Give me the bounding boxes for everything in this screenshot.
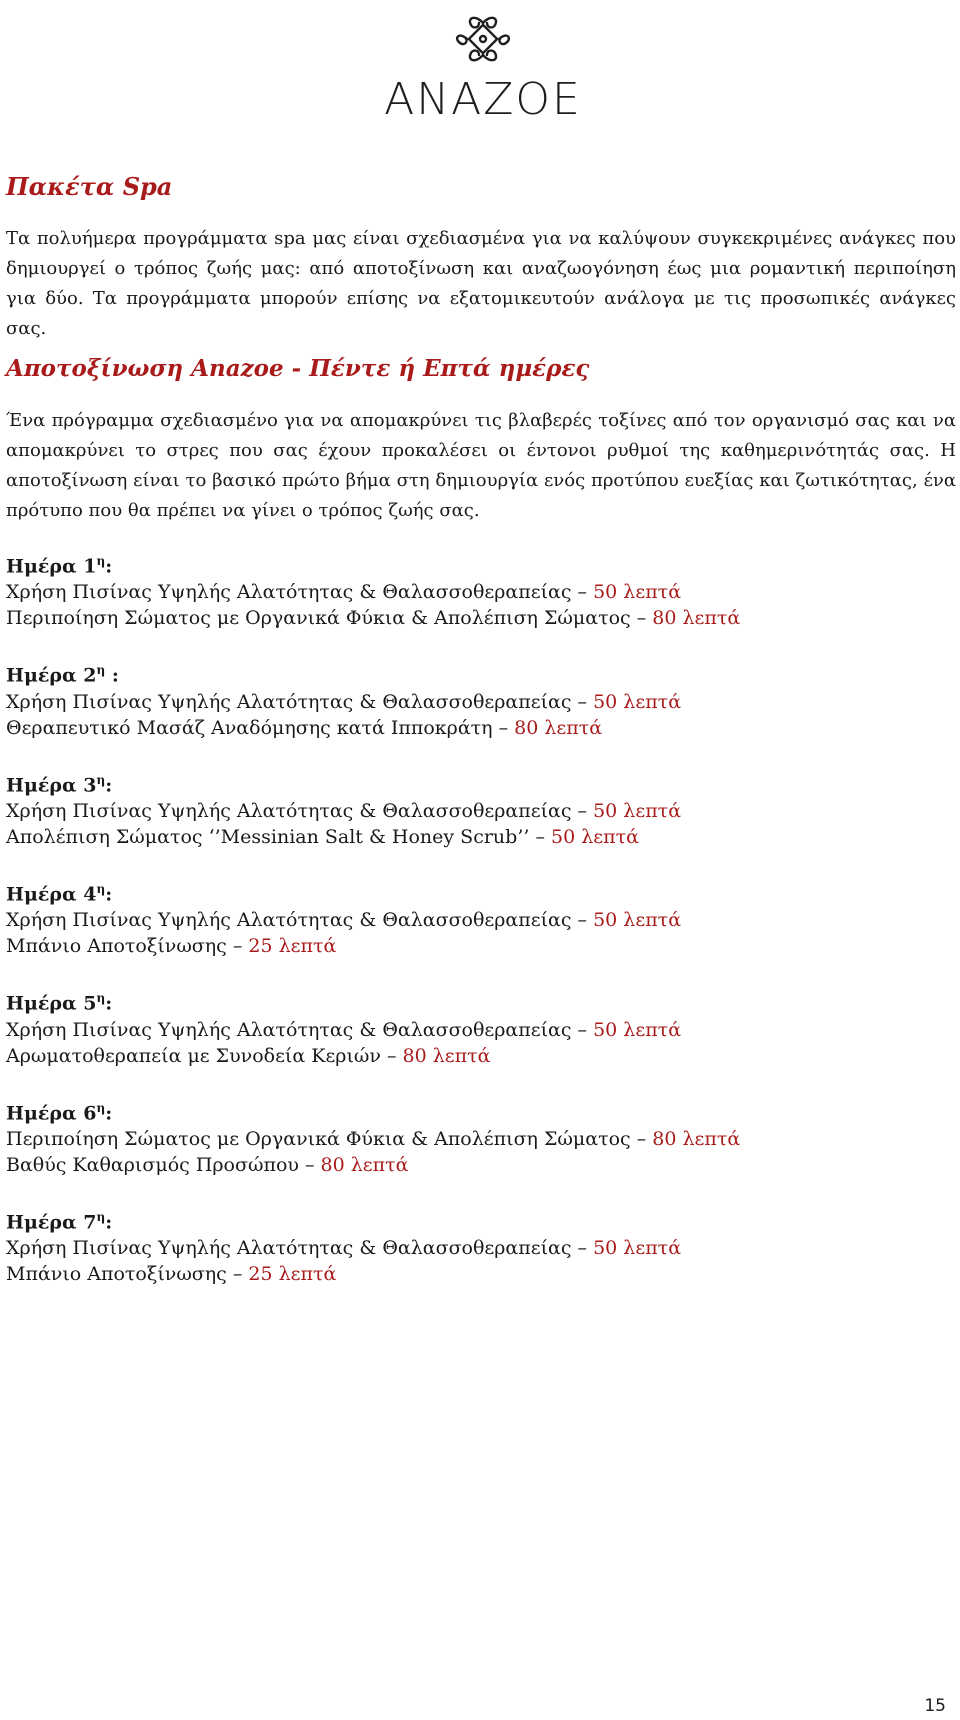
treatment-item <box>6 605 960 631</box>
day-ordinal: η <box>96 991 106 1006</box>
day-colon: : <box>105 773 113 796</box>
treatment-item <box>6 1152 960 1178</box>
day-label: Ημέρα 5 <box>6 992 97 1015</box>
treatment-duration: 50 λεπτά <box>593 909 682 932</box>
treatment-duration: 80 λεπτά <box>652 1127 741 1150</box>
treatment-name: Χρήση Πισίνας Υψηλής Αλατότητας & Θαλασσοθεραπείας – <box>6 690 594 713</box>
page-number: 15 <box>924 1696 946 1716</box>
treatment-item <box>6 689 960 715</box>
treatment-duration: 50 λεπτά <box>550 825 639 848</box>
day-label: Ημέρα 6 <box>6 1101 97 1124</box>
day-label: Ημέρα 4 <box>6 883 97 906</box>
treatment-duration: 80 λεπτά <box>652 607 741 630</box>
day-block <box>6 657 960 740</box>
treatment-duration: 50 λεπτά <box>593 1237 682 1260</box>
treatment-item <box>6 824 960 850</box>
treatment-item <box>6 1043 960 1069</box>
treatment-item <box>6 1126 960 1152</box>
day-title <box>6 548 960 579</box>
treatment-name: Χρήση Πισίνας Υψηλής Αλατότητας & Θαλασσοθεραπείας – <box>6 909 594 932</box>
day-colon: : <box>105 664 119 687</box>
day-ordinal: η <box>96 554 106 568</box>
day-block <box>6 1204 960 1287</box>
treatment-name: Μπάνιο Αποτοξίνωσης – <box>6 1263 249 1286</box>
treatment-duration: 50 λεπτά <box>593 690 682 713</box>
treatment-item <box>6 933 960 959</box>
treatment-item <box>6 798 960 824</box>
treatment-duration: 50 λεπτά <box>593 1018 682 1041</box>
day-block <box>6 767 960 850</box>
treatment-duration: 80 λεπτά <box>402 1044 491 1067</box>
treatment-name: Χρήση Πισίνας Υψηλής Αλατότητας & Θαλασσοθεραπείας – <box>6 1237 594 1260</box>
program-title: Αποτοξίνωση Anazoe - Πέντε ή Επτά ημέρες <box>6 355 590 382</box>
treatment-name: Περιποίηση Σώματος με Οργανικά Φύκια & Απολέπιση Σώματος – <box>6 1127 653 1150</box>
day-block <box>6 876 960 959</box>
day-block <box>6 548 960 631</box>
day-ordinal: η <box>96 1209 106 1224</box>
document-body <box>6 170 960 1313</box>
brand-logo <box>383 4 583 124</box>
day-title <box>6 1204 960 1235</box>
treatment-name: Μπάνιο Αποτοξίνωσης – <box>6 935 249 958</box>
day-colon: : <box>105 1101 113 1124</box>
day-colon: : <box>105 555 113 578</box>
treatment-item <box>6 1017 960 1043</box>
treatment-name: Βαθύς Καθαρισμός Προσώπου – <box>6 1153 321 1176</box>
treatment-name: Απολέπιση Σώματος ‘’Messinian Salt & Honey Scrub’’ – <box>6 825 551 848</box>
day-label: Ημέρα 7 <box>6 1211 97 1234</box>
day-title <box>6 1095 960 1126</box>
day-colon: : <box>105 992 113 1015</box>
treatment-item <box>6 1261 960 1287</box>
treatment-duration: 25 λεπτά <box>248 1263 337 1286</box>
treatment-name: Θεραπευτικό Μασάζ Αναδόμησης κατά Ιπποκράτη – <box>6 716 515 739</box>
treatment-name: Χρήση Πισίνας Υψηλής Αλατότητας & Θαλασσοθεραπείας – <box>6 581 594 604</box>
day-ordinal: η <box>96 772 106 787</box>
day-label: Ημέρα 3 <box>6 773 97 796</box>
treatment-name: Περιποίηση Σώματος με Οργανικά Φύκια & Απολέπιση Σώματος – <box>6 607 653 630</box>
treatment-name: Χρήση Πισίνας Υψηλής Αλατότητας & Θαλασσοθεραπείας – <box>6 799 594 822</box>
ornament-icon <box>451 4 515 74</box>
treatment-duration: 25 λεπτά <box>248 935 337 958</box>
treatment-name: Χρήση Πισίνας Υψηλής Αλατότητας & Θαλασσοθεραπείας – <box>6 1018 594 1041</box>
day-colon: : <box>105 1211 113 1234</box>
treatment-item <box>6 715 960 741</box>
day-ordinal: η <box>96 663 106 678</box>
day-block <box>6 985 960 1068</box>
program-description: Ένα πρόγραμμα σχεδιασμένο για να απομακρύνει τις βλαβερές τοξίνες από τον οργανισμό σας και να απομακρύνει το στρες που σας έχουν προκαλέσει οι έντονοι ρυθμοί της καθημερινότητάς σας. Η αποτοξίνωση είναι το βασικό πρώτο βήμα στη δημιουργία ενός προτύπου ευεξίας και ζωτικότητας, ένα πρότυπο που θα πρέπει να γίνει ο τρόπος ζωής σας. <box>6 410 956 521</box>
day-title <box>6 767 960 798</box>
section-title: Πακέτα Spa <box>6 172 173 201</box>
treatment-duration: 80 λεπτά <box>514 716 603 739</box>
treatment-item <box>6 1235 960 1261</box>
day-title <box>6 657 960 688</box>
intro-paragraph: Τα πολυήμερα προγράμματα spa μας είναι σχεδιασμένα για να καλύψουν συγκεκριμένες ανάγκες που δημιουργεί ο τρόπος ζωής μας: από αποτοξίνωση και αναζωογόνηση έως μια ρομαντική περιποίηση για δύο. Τα προγράμματα μπορούν επίσης να εξατομικευτούν ανάλογα με τις προσωπικές ανάγκες σας. <box>6 228 956 339</box>
day-block <box>6 1095 960 1178</box>
treatment-duration: 80 λεπτά <box>320 1153 409 1176</box>
day-label: Ημέρα 2 <box>6 664 97 687</box>
day-title <box>6 876 960 907</box>
day-colon: : <box>105 883 113 906</box>
treatment-duration: 50 λεπτά <box>593 799 682 822</box>
treatment-item <box>6 579 960 605</box>
day-ordinal: η <box>96 881 106 896</box>
logo-wordmark: ΑΝΑΖΟΕ <box>384 74 582 125</box>
day-title <box>6 985 960 1016</box>
treatment-item <box>6 907 960 933</box>
treatment-duration: 50 λεπτά <box>593 581 682 604</box>
day-ordinal: η <box>96 1100 106 1115</box>
day-label: Ημέρα 1 <box>6 555 97 578</box>
day-list <box>6 548 960 1287</box>
treatment-name: Αρωματοθεραπεία με Συνοδεία Κεριών – <box>6 1044 403 1067</box>
